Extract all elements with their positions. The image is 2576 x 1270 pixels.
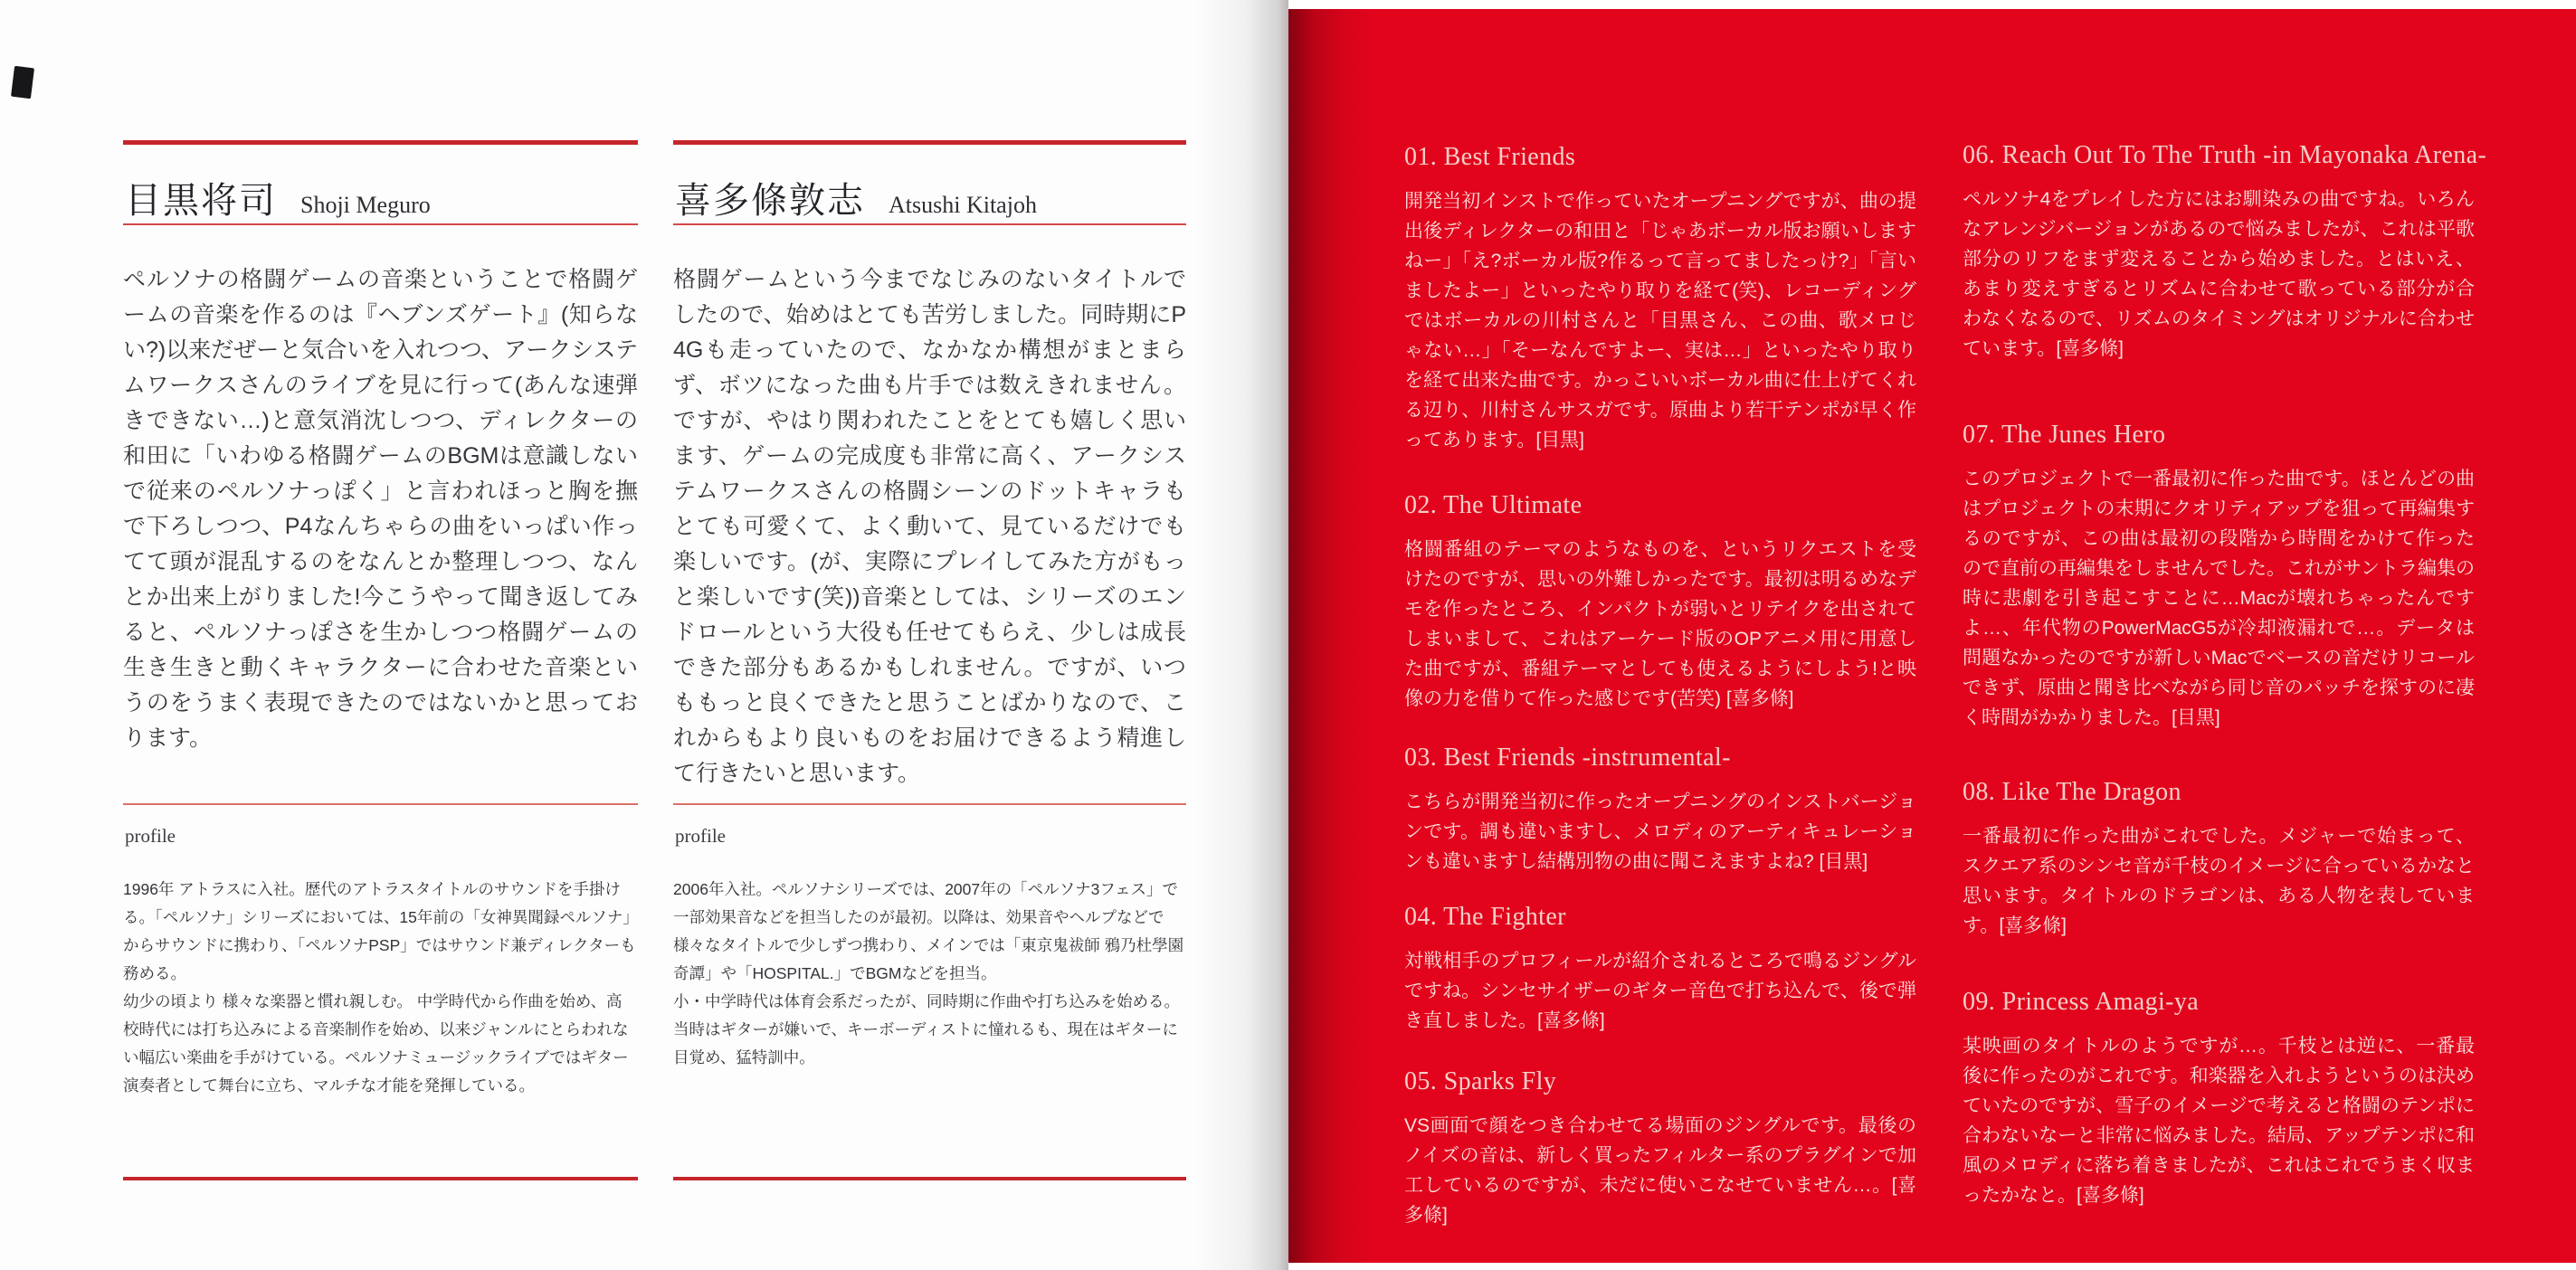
track-entry bbox=[1963, 988, 2475, 1210]
red-rule bbox=[673, 1177, 1186, 1180]
track-title: 05. Sparks Fly bbox=[1404, 1067, 1557, 1095]
track-title: 03. Best Friends -instrumental- bbox=[1404, 744, 1731, 772]
white-page bbox=[0, 0, 1278, 1270]
composer-name-ja: 喜多條敦志 bbox=[675, 180, 865, 221]
track-title: 06. Reach Out To The Truth -in Mayonaka Arena- bbox=[1963, 141, 2487, 169]
scan-artifact-mark bbox=[11, 66, 34, 99]
track-comment: こちらが開発当初に作ったオープニングのインストバージョンです。調も違いますし、メロディのアーティキュレーションも違いますし結構別物の曲に聞こえますよね? [目黒] bbox=[1404, 791, 1916, 872]
profile-text bbox=[673, 876, 1186, 1072]
track-title: 07. The Junes Hero bbox=[1963, 421, 2166, 449]
track-comment: 一番最初に作った曲がこれでした。メジャーで始まって、スクエア系のシンセ音が千枝のイメージに合っているかなと思います。タイトルのドラゴンは、ある人物を表しています。[喜多條] bbox=[1963, 826, 2475, 936]
profile-text bbox=[123, 876, 638, 1100]
track-title: 02. The Ultimate bbox=[1404, 491, 1583, 519]
red-rule bbox=[123, 223, 638, 225]
red-rule bbox=[123, 1177, 638, 1180]
composer-name-ja: 目黒将司 bbox=[125, 180, 277, 221]
track-title: 01. Best Friends bbox=[1404, 143, 1576, 171]
composer-name-row bbox=[675, 172, 1188, 223]
track-comment: ペルソナ4をプレイした方にはお馴染みの曲ですね。いろんなアレンジバージョンがあるので悩みましたが、これは平歌部分のリフをまず変えることから始めました。とはいえ、あまり変えすぎるとリズムに合わせて歌っている部分が合わなくなるので、リズムのタイミングはオリジナルに合わせています。[喜多條] bbox=[1963, 189, 2475, 359]
red-rule bbox=[123, 803, 638, 805]
track-entry bbox=[1404, 744, 1916, 877]
composer-name-row bbox=[125, 172, 640, 223]
red-rule bbox=[673, 140, 1186, 145]
track-entry bbox=[1404, 143, 1916, 455]
profile-paragraph: 幼少の頃より 様々な楽器と慣れ親しむ。 中学時代から作曲を始め、高校時代には打ち込みによる音楽制作を始め、以来ジャンルにとらわれない幅広い楽曲を手がけている。ペルソナミュージックライブではギター演奏者として舞台に立ち、マルチな才能を発揮している。 bbox=[123, 992, 629, 1095]
track-comment: このプロジェクトで一番最初に作った曲です。ほとんどの曲はプロジェクトの末期にクオリティアップを狙って再編集するのですが、この曲は最初の段階から時間をかけて作ったので直前の再編集をしませんでした。これがサントラ編集の時に悲劇を引き起こすことに…Macが壊れちゃったんですよ…、年代物のPowerMacG5が冷却液漏れで…。データは問題なかったのですが新しいMacでベースの音だけリコールできず、原曲と聞き比べながら同じ音のパッチを探すのに凄く時間がかかりました。[目黒] bbox=[1963, 469, 2475, 728]
red-page bbox=[1288, 9, 2576, 1263]
red-rule bbox=[673, 223, 1186, 225]
composer-comment: 格闘ゲームという今までなじみのないタイトルでしたので、始めはとても苦労しました。同時期にP4Gも走っていたので、なかなか構想がまとまらず、ボツになった曲も片手では数えきれません。ですが、やはり関われたことをとても嬉しく思います、ゲームの完成度も非常に高く、アークシステムワークスさんの格闘シーンのドットキャラもとても可愛くて、よく動いて、見ているだけでも楽しいです。(が、実際にプレイしてみた方がもっと楽しいです(笑))音楽としては、シリーズのエンドロールという大役も任せてもらえ、少しは成長できた部分もあるかもしれません。ですが、いつももっと良くできたと思うことばかりなので、これからもより良いものをお届けできるよう精進して行きたいと思います。 bbox=[673, 267, 1186, 786]
track-title: 04. The Fighter bbox=[1404, 903, 1566, 931]
track-comment: 格闘番組のテーマのようなものを、というリクエストを受けたのですが、思いの外難しかったです。最初は明るめなデモを作ったところ、インパクトが弱いとリテイクを出されてしまいまして、これはアーケード版のOPアニメ用に用意した曲ですが、番組テーマとしても使えるようにしよう!と映像の力を借りて作った感じです(苦笑) [喜多條] bbox=[1404, 539, 1916, 709]
composer-column-kitajoh bbox=[673, 0, 1186, 1270]
profile-label: profile bbox=[675, 825, 726, 847]
composer-name-en: Shoji Meguro bbox=[300, 192, 431, 218]
track-comment: 開発当初インストで作っていたオープニングですが、曲の提出後ディレクターの和田と「じゃあボーカル版お願いしますねー」「え?ボーカル版?作るって言ってましたっけ?」「言いましたよー」といったやり取りを経て(笑)、レコーディングではボーカルの川村さんと「目黒さん、この曲、歌メロじゃない…」「そーなんですよー、実は…」といったやり取りを経て出来た曲です。かっこいいボーカル曲に仕上げてくれる辺り、川村さんサスガです。原曲より若干テンポが早く作ってあります。[目黒] bbox=[1404, 191, 1916, 450]
track-comment: 対戦相手のプロフィールが紹介されるところで鳴るジングルですね。シンセサイザーのギター音色で打ち込んで、後で弾き直しました。[喜多條] bbox=[1404, 951, 1916, 1031]
page-gutter-shadow bbox=[1193, 0, 1288, 1270]
composer-name-en: Atsushi Kitajoh bbox=[889, 192, 1037, 218]
profile-paragraph: 小・中学時代は体育会系だったが、同時期に作曲や打ち込みを始める。当時はギターが嫌いで、キーボーディストに憧れるも、現在はギターに目覚め、猛特訓中。 bbox=[673, 992, 1180, 1066]
track-title: 09. Princess Amagi-ya bbox=[1963, 988, 2200, 1016]
composer-column-meguro bbox=[123, 0, 638, 1270]
profile-paragraph: 2006年入社。ペルソナシリーズでは、2007年の「ペルソナ3フェス」で一部効果音などを担当したのが最初。以降は、効果音やヘルプなどで様々なタイトルで少しずつ携わり、メインでは「東京鬼祓師 鴉乃杜學園奇譚」や「HOSPITAL.」でBGMなどを担当。 bbox=[673, 880, 1184, 982]
track-entry bbox=[1404, 491, 1916, 714]
profile-paragraph: 1996年 アトラスに入社。歴代のアトラスタイトルのサウンドを手掛ける。「ペルソナ」シリーズにおいては、15年前の「女神異聞録ペルソナ」からサウンドに携わり、「ペルソナPSP」ではサウンド兼ディレクターも務める。 bbox=[123, 880, 636, 982]
red-rule bbox=[673, 803, 1186, 805]
profile-label: profile bbox=[125, 825, 176, 847]
red-rule bbox=[123, 140, 638, 145]
track-entry bbox=[1963, 141, 2487, 364]
composer-comment: ペルソナの格闘ゲームの音楽ということで格闘ゲームの音楽を作るのは『ヘブンズゲート』(知らない?)以来だぜーと気合いを入れつつ、アークシステムワークスさんのライブを見に行って(あんな速弾きできない…)と意気消沈しつつ、ディレクターの和田に「いわゆる格闘ゲームのBGMは意識しないで従来のペルソナっぽく」と言われほっと胸を撫で下ろしつつ、P4なんちゃらの曲をいっぱい作ってて頭が混乱するのをなんとか整理しつつ、なんとか出来上がりました!今こうやって聞き返してみると、ペルソナっぽさを生かしつつ格闘ゲームの生き生きと動くキャラクターに合わせた音楽というのをうまく表現できたのではないかと思っております。 bbox=[123, 267, 638, 751]
track-comment: 某映画のタイトルのようですが…。千枝とは逆に、一番最後に作ったのがこれです。和楽器を入れようというのは決めていたのですが、雪子のイメージで考えると格闘のテンポに合わないなーと非常に悩みました。結局、アップテンポに和風のメロディに落ち着きましたが、これはこれでうまく収まったかなと。[喜多條] bbox=[1963, 1036, 2475, 1206]
track-title: 08. Like The Dragon bbox=[1963, 778, 2182, 806]
track-comment: VS画面で顔をつき合わせてる場面のジングルです。最後のノイズの音は、新しく買ったフィルター系のプラグインで加工しているのですが、未だに使いこなせていません…。[喜多條] bbox=[1404, 1115, 1916, 1226]
track-entry bbox=[1963, 421, 2475, 733]
track-entry bbox=[1963, 778, 2475, 941]
track-entry bbox=[1404, 1067, 1916, 1230]
track-entry bbox=[1404, 903, 1916, 1036]
